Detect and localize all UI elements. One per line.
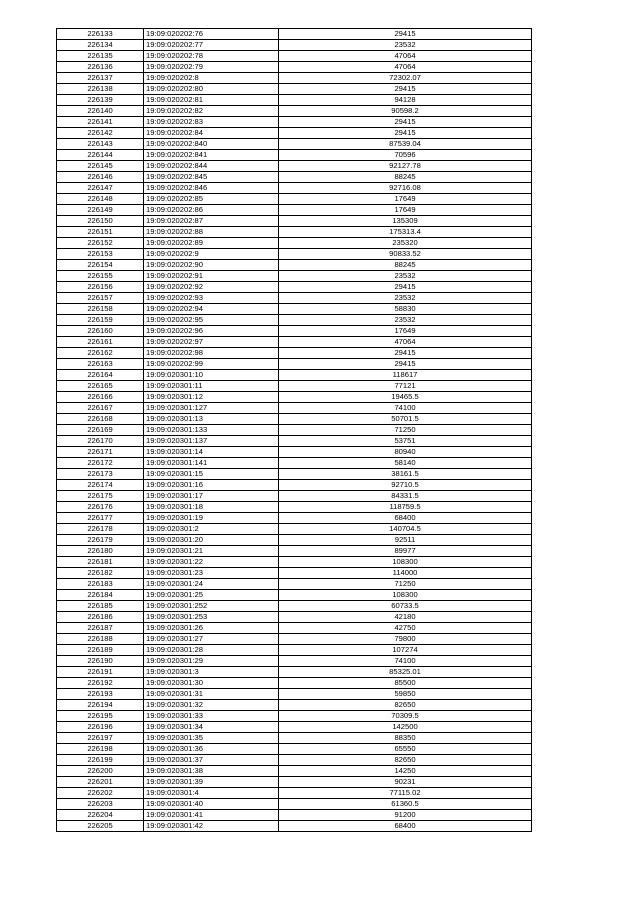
cadastral-number-cell: 19:09:020301:33 (144, 711, 279, 722)
row-id-cell: 226146 (57, 172, 144, 183)
value-cell: 88245 (279, 260, 532, 271)
cadastral-number-cell: 19:09:020202:82 (144, 106, 279, 117)
value-cell: 74100 (279, 403, 532, 414)
table-row (57, 568, 532, 579)
value-cell: 77115.02 (279, 788, 532, 799)
table-row (57, 29, 532, 40)
table-row (57, 370, 532, 381)
table-row (57, 601, 532, 612)
value-cell: 175313.4 (279, 227, 532, 238)
table-row (57, 722, 532, 733)
value-cell: 118759.5 (279, 502, 532, 513)
value-cell: 92127.78 (279, 161, 532, 172)
cadastral-number-cell: 19:09:020202:88 (144, 227, 279, 238)
table-row (57, 183, 532, 194)
cadastral-number-cell: 19:09:020301:30 (144, 678, 279, 689)
value-cell: 47064 (279, 337, 532, 348)
table-row (57, 414, 532, 425)
value-cell: 71250 (279, 579, 532, 590)
row-id-cell: 226186 (57, 612, 144, 623)
row-id-cell: 226148 (57, 194, 144, 205)
value-cell: 108300 (279, 557, 532, 568)
row-id-cell: 226172 (57, 458, 144, 469)
value-cell: 19465.5 (279, 392, 532, 403)
row-id-cell: 226149 (57, 205, 144, 216)
cadastral-number-cell: 19:09:020301:27 (144, 634, 279, 645)
value-cell: 79800 (279, 634, 532, 645)
value-cell: 92710.5 (279, 480, 532, 491)
table-row (57, 403, 532, 414)
cadastral-number-cell: 19:09:020202:89 (144, 238, 279, 249)
row-id-cell: 226162 (57, 348, 144, 359)
value-cell: 29415 (279, 282, 532, 293)
table-row (57, 260, 532, 271)
cadastral-number-cell: 19:09:020202:93 (144, 293, 279, 304)
row-id-cell: 226163 (57, 359, 144, 370)
table-row (57, 249, 532, 260)
cadastral-number-cell: 19:09:020301:38 (144, 766, 279, 777)
cadastral-number-cell: 19:09:020301:16 (144, 480, 279, 491)
cadastral-number-cell: 19:09:020202:92 (144, 282, 279, 293)
value-cell: 108300 (279, 590, 532, 601)
row-id-cell: 226187 (57, 623, 144, 634)
value-cell: 88350 (279, 733, 532, 744)
value-cell: 135309 (279, 216, 532, 227)
table-row (57, 755, 532, 766)
table-row (57, 315, 532, 326)
row-id-cell: 226161 (57, 337, 144, 348)
table-row (57, 227, 532, 238)
cadastral-number-cell: 19:09:020301:10 (144, 370, 279, 381)
row-id-cell: 226167 (57, 403, 144, 414)
value-cell: 70309.5 (279, 711, 532, 722)
table-row (57, 469, 532, 480)
table-row (57, 502, 532, 513)
table-row (57, 645, 532, 656)
row-id-cell: 226169 (57, 425, 144, 436)
value-cell: 71250 (279, 425, 532, 436)
cadastral-number-cell: 19:09:020202:81 (144, 95, 279, 106)
value-cell: 17649 (279, 194, 532, 205)
value-cell: 90231 (279, 777, 532, 788)
cadastral-number-cell: 19:09:020202:79 (144, 62, 279, 73)
cadastral-number-cell: 19:09:020202:84 (144, 128, 279, 139)
cadastral-number-cell: 19:09:020301:15 (144, 469, 279, 480)
table-row (57, 359, 532, 370)
cadastral-number-cell: 19:09:020301:141 (144, 458, 279, 469)
table-row (57, 381, 532, 392)
value-cell: 59850 (279, 689, 532, 700)
cadastral-number-cell: 19:09:020301:17 (144, 491, 279, 502)
cadastral-number-cell: 19:09:020301:36 (144, 744, 279, 755)
cadastral-number-cell: 19:09:020202:99 (144, 359, 279, 370)
value-cell: 29415 (279, 29, 532, 40)
row-id-cell: 226140 (57, 106, 144, 117)
cadastral-number-cell: 19:09:020301:42 (144, 821, 279, 832)
cadastral-number-cell: 19:09:020301:133 (144, 425, 279, 436)
value-cell: 23532 (279, 271, 532, 282)
cadastral-number-cell: 19:09:020301:23 (144, 568, 279, 579)
row-id-cell: 226171 (57, 447, 144, 458)
value-cell: 85325.01 (279, 667, 532, 678)
cadastral-number-cell: 19:09:020202:87 (144, 216, 279, 227)
cadastral-number-cell: 19:09:020301:22 (144, 557, 279, 568)
row-id-cell: 226133 (57, 29, 144, 40)
table-row (57, 678, 532, 689)
row-id-cell: 226185 (57, 601, 144, 612)
table-row (57, 447, 532, 458)
row-id-cell: 226150 (57, 216, 144, 227)
table-row (57, 238, 532, 249)
value-cell: 50701.5 (279, 414, 532, 425)
cadastral-number-cell: 19:09:020301:2 (144, 524, 279, 535)
value-cell: 140704.5 (279, 524, 532, 535)
cadastral-number-cell: 19:09:020301:14 (144, 447, 279, 458)
row-id-cell: 226201 (57, 777, 144, 788)
row-id-cell: 226156 (57, 282, 144, 293)
row-id-cell: 226204 (57, 810, 144, 821)
table-row (57, 579, 532, 590)
table-row (57, 612, 532, 623)
value-cell: 142500 (279, 722, 532, 733)
cadastral-number-cell: 19:09:020202:9 (144, 249, 279, 260)
row-id-cell: 226142 (57, 128, 144, 139)
cadastral-number-cell: 19:09:020301:24 (144, 579, 279, 590)
row-id-cell: 226205 (57, 821, 144, 832)
value-cell: 84331.5 (279, 491, 532, 502)
row-id-cell: 226137 (57, 73, 144, 84)
row-id-cell: 226178 (57, 524, 144, 535)
row-id-cell: 226203 (57, 799, 144, 810)
value-cell: 114000 (279, 568, 532, 579)
value-cell: 61360.5 (279, 799, 532, 810)
table-row (57, 458, 532, 469)
value-cell: 38161.5 (279, 469, 532, 480)
row-id-cell: 226193 (57, 689, 144, 700)
table-row (57, 117, 532, 128)
table-row (57, 84, 532, 95)
cadastral-number-cell: 19:09:020301:13 (144, 414, 279, 425)
row-id-cell: 226134 (57, 40, 144, 51)
row-id-cell: 226160 (57, 326, 144, 337)
value-cell: 77121 (279, 381, 532, 392)
row-id-cell: 226176 (57, 502, 144, 513)
table-row (57, 392, 532, 403)
value-cell: 65550 (279, 744, 532, 755)
row-id-cell: 226135 (57, 51, 144, 62)
row-id-cell: 226197 (57, 733, 144, 744)
cadastral-number-cell: 19:09:020202:844 (144, 161, 279, 172)
table-row (57, 150, 532, 161)
table-row (57, 216, 532, 227)
row-id-cell: 226170 (57, 436, 144, 447)
cadastral-number-cell: 19:09:020301:12 (144, 392, 279, 403)
cadastral-number-cell: 19:09:020301:40 (144, 799, 279, 810)
row-id-cell: 226147 (57, 183, 144, 194)
table-row (57, 744, 532, 755)
row-id-cell: 226182 (57, 568, 144, 579)
cadastral-number-cell: 19:09:020202:83 (144, 117, 279, 128)
row-id-cell: 226166 (57, 392, 144, 403)
table-row (57, 689, 532, 700)
table-row (57, 95, 532, 106)
table-row (57, 271, 532, 282)
table-row (57, 139, 532, 150)
cadastral-number-cell: 19:09:020301:37 (144, 755, 279, 766)
row-id-cell: 226175 (57, 491, 144, 502)
cadastral-number-cell: 19:09:020202:97 (144, 337, 279, 348)
value-cell: 29415 (279, 117, 532, 128)
table-row (57, 513, 532, 524)
row-id-cell: 226145 (57, 161, 144, 172)
cadastral-number-cell: 19:09:020202:77 (144, 40, 279, 51)
cadastral-number-cell: 19:09:020202:8 (144, 73, 279, 84)
table-row (57, 436, 532, 447)
row-id-cell: 226198 (57, 744, 144, 755)
cadastral-number-cell: 19:09:020301:127 (144, 403, 279, 414)
cadastral-number-cell: 19:09:020202:86 (144, 205, 279, 216)
value-cell: 87539.04 (279, 139, 532, 150)
cadastral-number-cell: 19:09:020301:41 (144, 810, 279, 821)
row-id-cell: 226194 (57, 700, 144, 711)
table-row (57, 766, 532, 777)
value-cell: 47064 (279, 62, 532, 73)
table-row (57, 337, 532, 348)
value-cell: 29415 (279, 84, 532, 95)
cadastral-number-cell: 19:09:020202:94 (144, 304, 279, 315)
cadastral-number-cell: 19:09:020301:252 (144, 601, 279, 612)
table-row (57, 51, 532, 62)
table-row (57, 700, 532, 711)
table-row (57, 634, 532, 645)
table-body (57, 29, 532, 832)
table-row (57, 491, 532, 502)
cadastral-number-cell: 19:09:020202:840 (144, 139, 279, 150)
cadastral-number-cell: 19:09:020301:34 (144, 722, 279, 733)
value-cell: 68400 (279, 513, 532, 524)
cadastral-number-cell: 19:09:020202:96 (144, 326, 279, 337)
row-id-cell: 226136 (57, 62, 144, 73)
table-row (57, 623, 532, 634)
value-cell: 80940 (279, 447, 532, 458)
value-cell: 42750 (279, 623, 532, 634)
table-row (57, 73, 532, 84)
row-id-cell: 226138 (57, 84, 144, 95)
row-id-cell: 226184 (57, 590, 144, 601)
row-id-cell: 226168 (57, 414, 144, 425)
value-cell: 60733.5 (279, 601, 532, 612)
table-row (57, 590, 532, 601)
table-row (57, 799, 532, 810)
row-id-cell: 226164 (57, 370, 144, 381)
cadastral-number-cell: 19:09:020301:11 (144, 381, 279, 392)
cadastral-number-cell: 19:09:020301:3 (144, 667, 279, 678)
table-row (57, 711, 532, 722)
row-id-cell: 226173 (57, 469, 144, 480)
cadastral-number-cell: 19:09:020301:28 (144, 645, 279, 656)
cadastral-number-cell: 19:09:020202:91 (144, 271, 279, 282)
cadastral-number-cell: 19:09:020301:19 (144, 513, 279, 524)
row-id-cell: 226158 (57, 304, 144, 315)
value-cell: 29415 (279, 359, 532, 370)
value-cell: 23532 (279, 315, 532, 326)
row-id-cell: 226199 (57, 755, 144, 766)
row-id-cell: 226177 (57, 513, 144, 524)
row-id-cell: 226151 (57, 227, 144, 238)
cadastral-number-cell: 19:09:020301:31 (144, 689, 279, 700)
cadastral-number-cell: 19:09:020202:98 (144, 348, 279, 359)
cadastral-number-cell: 19:09:020202:845 (144, 172, 279, 183)
table-row (57, 777, 532, 788)
row-id-cell: 226195 (57, 711, 144, 722)
cadastral-number-cell: 19:09:020202:95 (144, 315, 279, 326)
value-cell: 89977 (279, 546, 532, 557)
table-row (57, 304, 532, 315)
value-cell: 74100 (279, 656, 532, 667)
row-id-cell: 226153 (57, 249, 144, 260)
table-row (57, 128, 532, 139)
value-cell: 70596 (279, 150, 532, 161)
cadastral-number-cell: 19:09:020301:253 (144, 612, 279, 623)
row-id-cell: 226200 (57, 766, 144, 777)
value-cell: 90833.52 (279, 249, 532, 260)
row-id-cell: 226165 (57, 381, 144, 392)
cadastral-number-cell: 19:09:020202:80 (144, 84, 279, 95)
cadastral-number-cell: 19:09:020301:21 (144, 546, 279, 557)
value-cell: 68400 (279, 821, 532, 832)
cadastral-number-cell: 19:09:020301:26 (144, 623, 279, 634)
value-cell: 53751 (279, 436, 532, 447)
row-id-cell: 226190 (57, 656, 144, 667)
table-row (57, 326, 532, 337)
value-cell: 88245 (279, 172, 532, 183)
value-cell: 235320 (279, 238, 532, 249)
table-row (57, 524, 532, 535)
row-id-cell: 226144 (57, 150, 144, 161)
table-row (57, 205, 532, 216)
table-row (57, 194, 532, 205)
table-row (57, 293, 532, 304)
cadastral-number-cell: 19:09:020202:90 (144, 260, 279, 271)
row-id-cell: 226157 (57, 293, 144, 304)
row-id-cell: 226183 (57, 579, 144, 590)
value-cell: 47064 (279, 51, 532, 62)
value-cell: 42180 (279, 612, 532, 623)
row-id-cell: 226152 (57, 238, 144, 249)
table-row (57, 733, 532, 744)
row-id-cell: 226191 (57, 667, 144, 678)
data-table (56, 28, 532, 832)
value-cell: 23532 (279, 40, 532, 51)
table-row (57, 172, 532, 183)
row-id-cell: 226143 (57, 139, 144, 150)
table-row (57, 106, 532, 117)
row-id-cell: 226139 (57, 95, 144, 106)
cadastral-number-cell: 19:09:020301:18 (144, 502, 279, 513)
value-cell: 29415 (279, 348, 532, 359)
row-id-cell: 226174 (57, 480, 144, 491)
table-row (57, 425, 532, 436)
cadastral-number-cell: 19:09:020202:846 (144, 183, 279, 194)
cadastral-number-cell: 19:09:020301:35 (144, 733, 279, 744)
row-id-cell: 226188 (57, 634, 144, 645)
cadastral-number-cell: 19:09:020202:78 (144, 51, 279, 62)
table-row (57, 348, 532, 359)
value-cell: 72302.07 (279, 73, 532, 84)
cadastral-number-cell: 19:09:020202:85 (144, 194, 279, 205)
value-cell: 82650 (279, 755, 532, 766)
table-row (57, 62, 532, 73)
cadastral-number-cell: 19:09:020301:39 (144, 777, 279, 788)
value-cell: 58140 (279, 458, 532, 469)
row-id-cell: 226202 (57, 788, 144, 799)
cadastral-number-cell: 19:09:020301:4 (144, 788, 279, 799)
table-row (57, 656, 532, 667)
value-cell: 91200 (279, 810, 532, 821)
table-row (57, 667, 532, 678)
row-id-cell: 226196 (57, 722, 144, 733)
row-id-cell: 226155 (57, 271, 144, 282)
cadastral-number-cell: 19:09:020301:32 (144, 700, 279, 711)
table-row (57, 546, 532, 557)
cadastral-number-cell: 19:09:020301:29 (144, 656, 279, 667)
value-cell: 58830 (279, 304, 532, 315)
row-id-cell: 226159 (57, 315, 144, 326)
cadastral-number-cell: 19:09:020202:76 (144, 29, 279, 40)
row-id-cell: 226179 (57, 535, 144, 546)
value-cell: 107274 (279, 645, 532, 656)
table-row (57, 535, 532, 546)
row-id-cell: 226192 (57, 678, 144, 689)
cadastral-number-cell: 19:09:020202:841 (144, 150, 279, 161)
value-cell: 23532 (279, 293, 532, 304)
value-cell: 92716.08 (279, 183, 532, 194)
value-cell: 17649 (279, 205, 532, 216)
table-row (57, 810, 532, 821)
value-cell: 17649 (279, 326, 532, 337)
row-id-cell: 226181 (57, 557, 144, 568)
cadastral-number-cell: 19:09:020301:20 (144, 535, 279, 546)
value-cell: 92511 (279, 535, 532, 546)
value-cell: 14250 (279, 766, 532, 777)
value-cell: 90598.2 (279, 106, 532, 117)
cadastral-number-cell: 19:09:020301:25 (144, 590, 279, 601)
value-cell: 118617 (279, 370, 532, 381)
table-row (57, 788, 532, 799)
row-id-cell: 226189 (57, 645, 144, 656)
table-row (57, 161, 532, 172)
row-id-cell: 226154 (57, 260, 144, 271)
value-cell: 85500 (279, 678, 532, 689)
table-row (57, 557, 532, 568)
row-id-cell: 226141 (57, 117, 144, 128)
row-id-cell: 226180 (57, 546, 144, 557)
cadastral-number-cell: 19:09:020301:137 (144, 436, 279, 447)
table-row (57, 480, 532, 491)
table-row (57, 282, 532, 293)
table-row (57, 821, 532, 832)
value-cell: 94128 (279, 95, 532, 106)
value-cell: 82650 (279, 700, 532, 711)
table-row (57, 40, 532, 51)
value-cell: 29415 (279, 128, 532, 139)
